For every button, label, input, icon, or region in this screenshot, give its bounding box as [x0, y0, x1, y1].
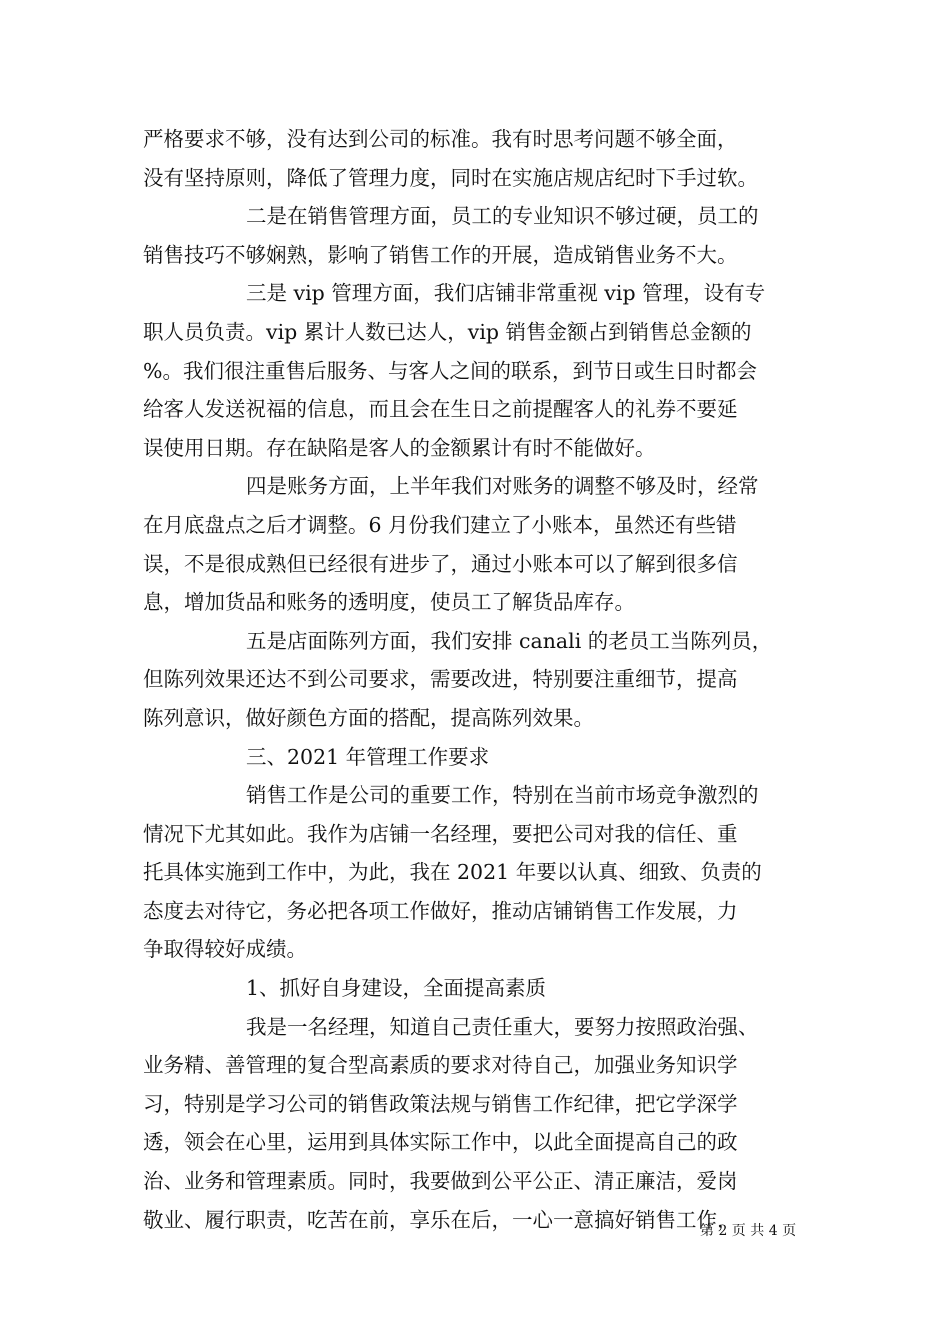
text-line: 四是账务方面，上半年我们对账务的调整不够及时，经常: [246, 474, 759, 499]
text-line: 业务精、善管理的复合型高素质的要求对待自己，加强业务知识学: [143, 1053, 738, 1078]
text-line: 二是在销售管理方面，员工的专业知识不够过硬，员工的: [246, 204, 759, 229]
text-line: 习，特别是学习公司的销售政策法规与销售工作纪律，把它学深学: [143, 1091, 738, 1116]
text-line: 态度去对待它，务必把各项工作做好，推动店铺销售工作发展，力: [143, 898, 738, 923]
text-line: 争取得较好成绩。: [143, 937, 307, 962]
subsection-heading: 1、抓好自身建设，全面提高素质: [246, 976, 547, 1001]
text-line: 给客人发送祝福的信息，而且会在生日之前提醒客人的礼券不要延: [143, 397, 738, 422]
text-line: 在月底盘点之后才调整。6 月份我们建立了小账本，虽然还有些错: [143, 512, 737, 537]
text-line: 陈列意识，做好颜色方面的搭配，提高陈列效果。: [143, 705, 594, 730]
text-line: 三是 vip 管理方面，我们店铺非常重视 vip 管理，设有专: [246, 281, 766, 306]
text-line: 透，领会在心里，运用到具体实际工作中，以此全面提高自己的政: [143, 1130, 738, 1155]
text-line: %。我们很注重售后服务、与客人之间的联系，到节日或生日时都会: [143, 358, 757, 383]
document-body: [143, 120, 811, 1239]
text-line: 息，增加货品和账务的透明度，使员工了解货品库存。: [143, 590, 635, 615]
text-line: 情况下尤其如此。我作为店铺一名经理，要把公司对我的信任、重: [143, 821, 738, 846]
text-line: 但陈列效果还达不到公司要求，需要改进，特别要注重细节，提高: [143, 667, 738, 692]
text-line: 治、业务和管理素质。同时，我要做到公平公正、清正廉洁，爱岗: [143, 1169, 738, 1194]
text-line: 误使用日期。存在缺陷是客人的金额累计有时不能做好。: [143, 435, 656, 460]
text-line: 误，不是很成熟但已经很有进步了，通过小账本可以了解到很多信: [143, 551, 738, 576]
text-line: 职人员负责。vip 累计人数已达人，vip 销售金额占到销售总金额的: [143, 319, 752, 344]
text-line: 没有坚持原则，降低了管理力度，同时在实施店规店纪时下手过软。: [143, 165, 758, 190]
text-line: 我是一名经理，知道自己责任重大，要努力按照政治强、: [246, 1014, 759, 1039]
page-number: 第 2 页 共 4 页: [700, 1223, 797, 1239]
text-line: 销售工作是公司的重要工作，特别在当前市场竞争激烈的: [246, 783, 759, 808]
text-line: 五是店面陈列方面，我们安排 canali 的老员工当陈列员，: [246, 628, 773, 653]
text-line: 严格要求不够，没有达到公司的标准。我有时思考问题不够全面，: [143, 127, 738, 151]
section-heading: 三、2021 年管理工作要求: [246, 744, 490, 769]
text-line: 托具体实施到工作中，为此，我在 2021 年要以认真、细致、负责的: [143, 860, 762, 885]
text-line: 敬业、履行职责，吃苦在前，享乐在后，一心一意搞好销售工作，: [143, 1207, 738, 1232]
text-line: 销售技巧不够娴熟，影响了销售工作的开展，造成销售业务不大。: [143, 242, 738, 267]
